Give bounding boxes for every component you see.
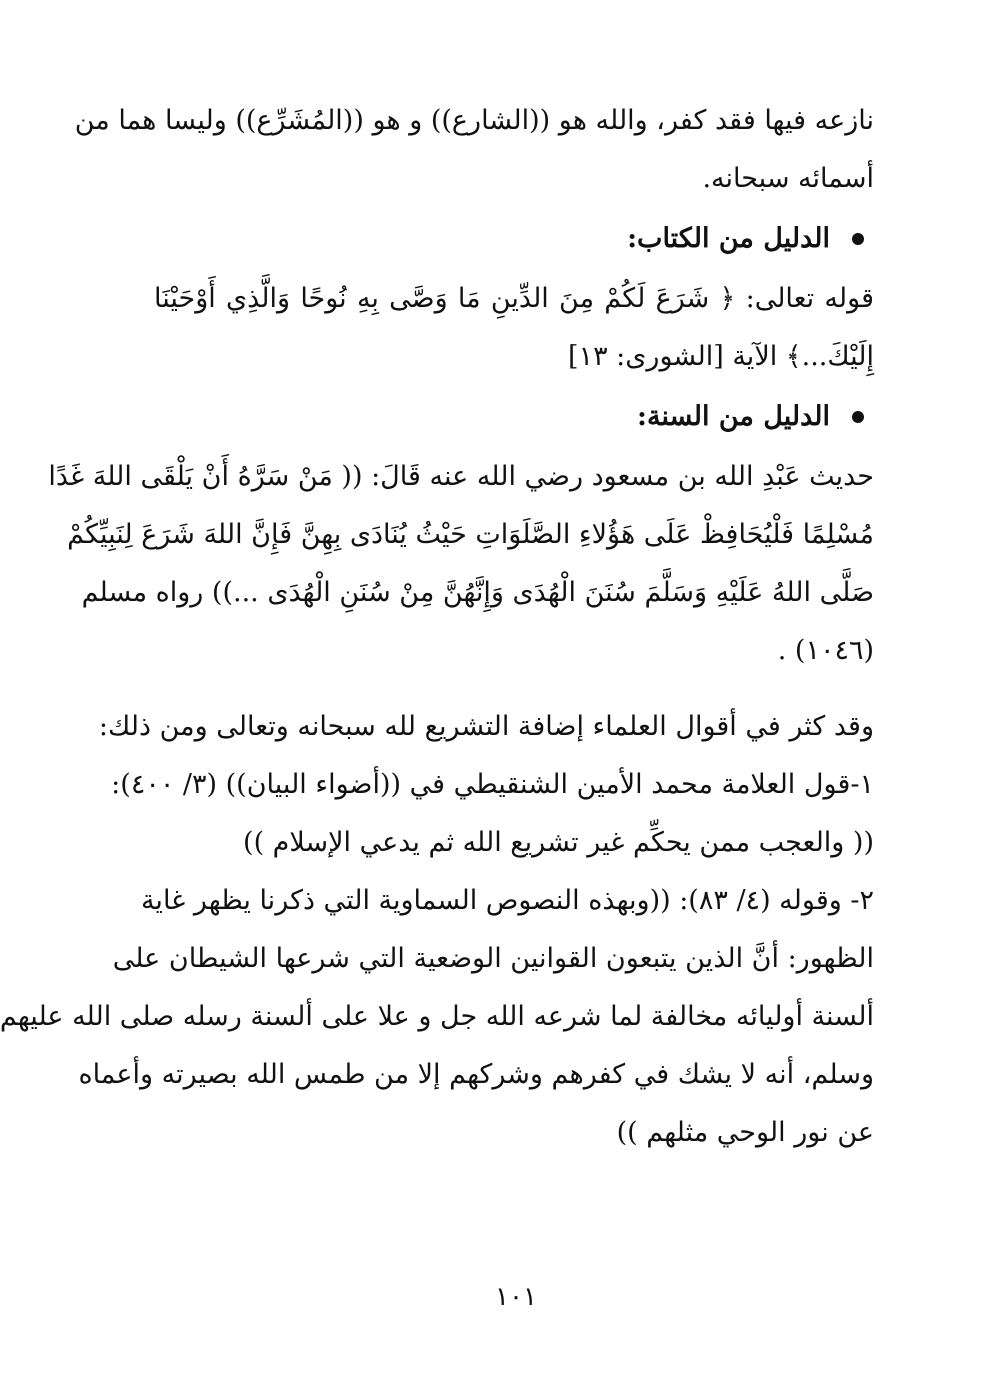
section-heading-book — [154, 208, 874, 270]
text-line: ٢- وقوله (٤/ ٨٣): ((وبهذه النصوص السماوية التي ذكرنا يظهر غاية — [140, 885, 874, 916]
text-line: ألسنة أوليائه مخالفة لما شرعه الله جل و علا على ألسنة رسله صلى الله عليهم — [0, 1001, 874, 1032]
page-number: ١٠١ — [495, 1282, 537, 1312]
text-line: قوله تعالى: ﴿ شَرَعَ لَكُمْ مِنَ الدِّينِ مَا وَصَّى بِهِ نُوحًا وَالَّذِي أَوْحَيْنَا — [154, 283, 874, 314]
page-body — [0, 92, 874, 1162]
bullet-icon — [852, 411, 864, 423]
text-line: وقد كثر في أقوال العلماء إضافة التشريع لله سبحانه وتعالى ومن ذلك: — [98, 711, 874, 742]
section-heading-text: الدليل من السنة: — [637, 401, 830, 432]
section-heading-sunnah — [154, 386, 874, 448]
text-line: وسلم، أنه لا يشك في كفرهم وشركهم إلا من طمس الله بصيرته وأعماه — [78, 1059, 874, 1090]
text-line: (١٠٤٦) . — [777, 635, 874, 666]
text-line: مُسْلِمًا فَلْيُحَافِظْ عَلَى هَؤُلاءِ الصَّلَوَاتِ حَيْثُ يُنَادَى بِهِنَّ فَإِنَّ اللهَ شَرَعَ لِنَبِيِّكُمْ — [67, 519, 874, 550]
section-heading-text: الدليل من الكتاب: — [627, 223, 830, 254]
text-line: (( والعجب ممن يحكِّم غير تشريع الله ثم يدعي الإسلام )) — [243, 827, 874, 858]
text-line: عن نور الوحي مثلهم )) — [616, 1117, 874, 1148]
text-line: أسمائه سبحانه. — [702, 163, 874, 194]
text-line: إِلَيْكَ...﴾ الآية [الشورى: ١٣] — [568, 341, 874, 372]
text-line: الظهور: أنَّ الذين يتبعون القوانين الوضعية التي شرعها الشيطان على — [112, 943, 874, 974]
text-line: حديث عَبْدِ الله بن مسعود رضي الله عنه قَالَ: (( مَنْ سَرَّهُ أَنْ يَلْقَى اللهَ غَدًا — [48, 461, 874, 492]
text-line: صَلَّى اللهُ عَلَيْهِ وَسَلَّمَ سُنَنَ الْهُدَى وَإِنَّهُنَّ مِنْ سُنَنِ الْهُدَى ...)) رواه مسلم — [81, 577, 874, 608]
text-line: ١-قول العلامة محمد الأمين الشنقيطي في ((أضواء البيان)) (٣/ ٤٠٠): — [111, 769, 874, 800]
bullet-icon — [852, 233, 864, 245]
paragraph-gap — [154, 680, 874, 698]
text-line: نازعه فيها فقد كفر، والله هو ((الشارع)) و هو ((المُشَرِّع)) وليسا هما من — [74, 105, 874, 136]
